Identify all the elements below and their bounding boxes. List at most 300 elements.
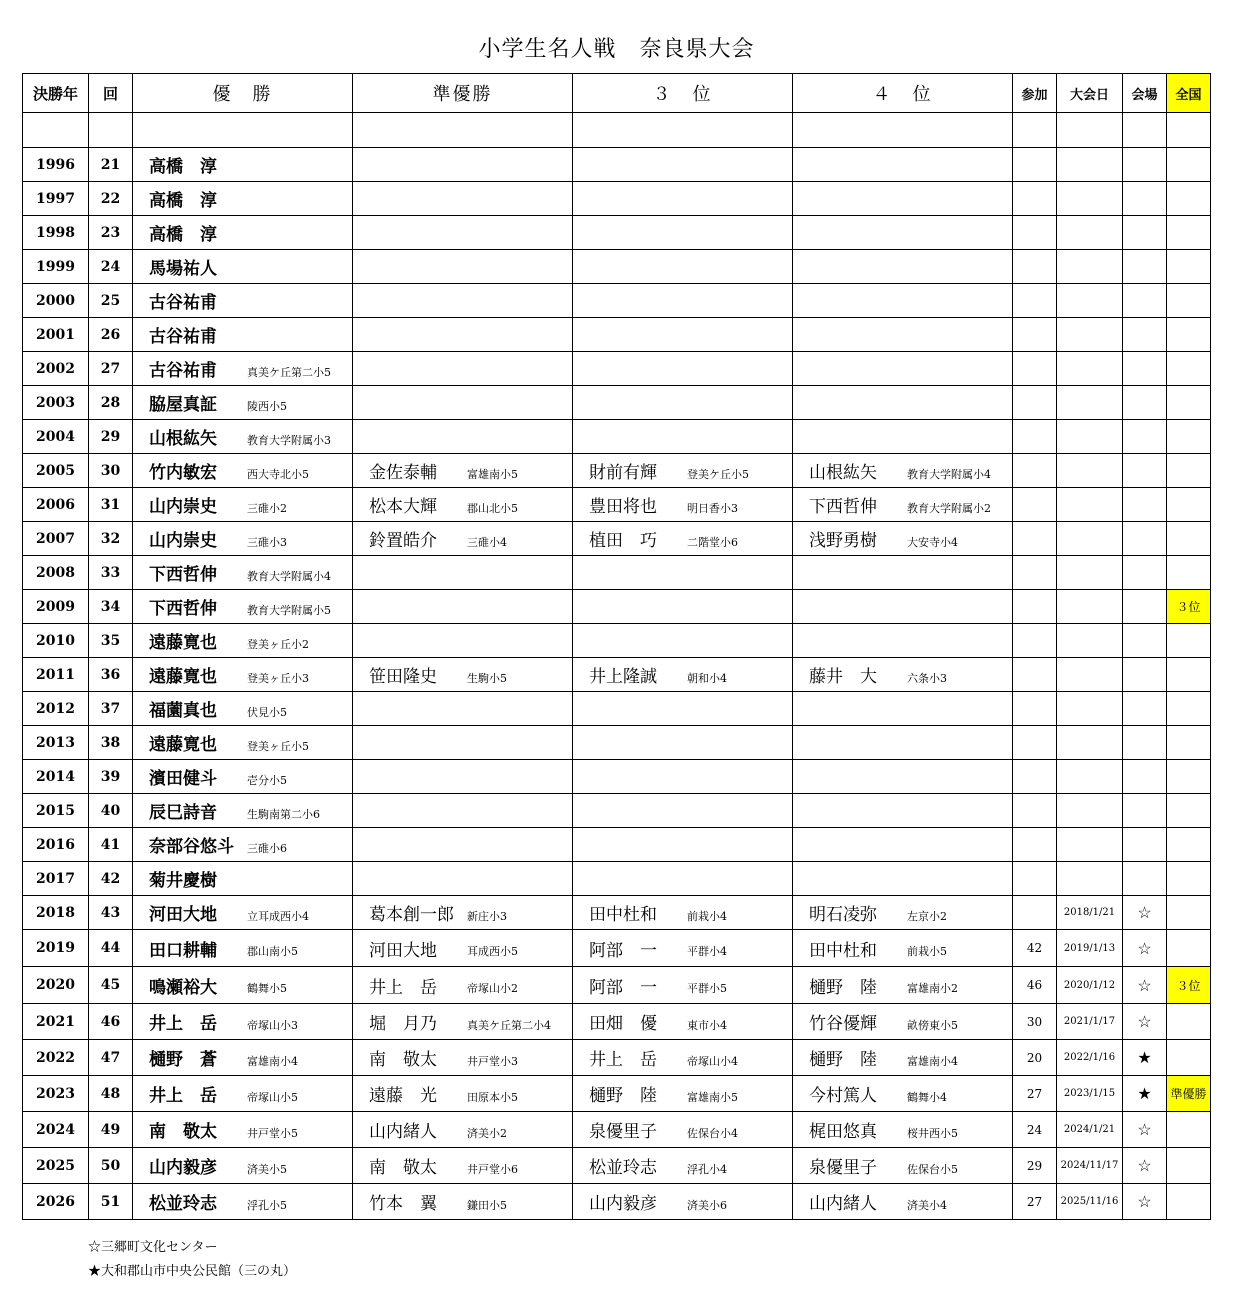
national-cell xyxy=(1167,318,1211,352)
round-cell: 28 xyxy=(89,386,133,420)
fourth-place-name: 樋野 陸 xyxy=(809,977,877,998)
table-row xyxy=(23,1148,1211,1184)
runner-up-school: 井戸堂小6 xyxy=(467,1162,518,1176)
header-year: 決勝年 xyxy=(23,74,89,113)
runner-up-cell xyxy=(353,454,573,488)
winner-school: 教育大学附属小5 xyxy=(247,603,331,617)
table-row xyxy=(23,386,1211,420)
runner-up-cell xyxy=(353,896,573,930)
winner-cell xyxy=(133,1076,353,1112)
header-fourth: ４ 位 xyxy=(793,74,1013,113)
third-place-cell xyxy=(573,1112,793,1148)
winner-cell xyxy=(133,386,353,420)
third-place-school: 佐保台小4 xyxy=(687,1126,738,1140)
national-cell xyxy=(1167,182,1211,216)
venue-cell xyxy=(1123,284,1167,318)
third-place-school: 二階堂小6 xyxy=(687,535,738,549)
venue-cell xyxy=(1123,692,1167,726)
runner-up-name: 笹田隆史 xyxy=(369,667,437,687)
table-row xyxy=(23,113,1211,148)
participants-cell xyxy=(1013,454,1057,488)
winner-school: 帝塚山小3 xyxy=(247,1018,298,1032)
table-row xyxy=(23,318,1211,352)
runner-up-school: 郡山北小5 xyxy=(467,501,518,515)
winner-cell xyxy=(133,250,353,284)
fourth-place-cell xyxy=(793,522,1013,556)
winner-school: 帝塚山小5 xyxy=(247,1090,298,1104)
fourth-place-cell xyxy=(793,488,1013,522)
runner-up-cell xyxy=(353,794,573,828)
third-place-name: 松並玲志 xyxy=(589,1158,657,1178)
year-cell: 2014 xyxy=(23,760,89,794)
fourth-place-cell xyxy=(793,148,1013,182)
fourth-place-name: 竹谷優輝 xyxy=(809,1014,877,1034)
year-cell: 2024 xyxy=(23,1112,89,1148)
national-cell xyxy=(1167,862,1211,896)
year-cell: 2013 xyxy=(23,726,89,760)
fourth-place-school: 桜井西小5 xyxy=(907,1126,958,1140)
fourth-place-school: 佐保台小5 xyxy=(907,1162,958,1176)
runner-up-school: 田原本小5 xyxy=(467,1090,518,1104)
third-place-cell xyxy=(573,148,793,182)
winner-name: 古谷祐甫 xyxy=(149,293,217,313)
winner-school: 三碓小3 xyxy=(247,535,287,549)
winner-school: 真美ケ丘第二小5 xyxy=(247,365,331,379)
runner-up-cell xyxy=(353,182,573,216)
winner-cell xyxy=(133,896,353,930)
year-cell: 2026 xyxy=(23,1184,89,1220)
winner-name: 下西哲伸 xyxy=(149,565,217,585)
winner-school: 陵西小5 xyxy=(247,399,287,413)
round-cell: 44 xyxy=(89,930,133,967)
third-place-cell xyxy=(573,216,793,250)
date-cell xyxy=(1057,692,1123,726)
table-row xyxy=(23,862,1211,896)
runner-up-cell xyxy=(353,250,573,284)
winner-school: 郡山南小5 xyxy=(247,945,298,958)
third-place-name: 財前有輝 xyxy=(589,463,657,483)
fourth-place-cell xyxy=(793,318,1013,352)
winner-school: 西大寺北小5 xyxy=(247,467,309,481)
fourth-place-cell xyxy=(793,760,1013,794)
fourth-place-cell xyxy=(793,1076,1013,1112)
runner-up-cell xyxy=(353,862,573,896)
third-place-school: 朝和小4 xyxy=(687,671,727,685)
winner-name: 高橋 淳 xyxy=(149,191,217,211)
runner-up-cell xyxy=(353,148,573,182)
third-place-name: 田中杜和 xyxy=(589,905,657,925)
participants-cell: 29 xyxy=(1013,1148,1057,1184)
fourth-place-cell xyxy=(793,113,1013,148)
fourth-place-cell xyxy=(793,454,1013,488)
round-cell: 50 xyxy=(89,1148,133,1184)
runner-up-cell xyxy=(353,1040,573,1076)
winner-cell xyxy=(133,182,353,216)
table-row xyxy=(23,794,1211,828)
third-place-cell xyxy=(573,967,793,1004)
participants-cell xyxy=(1013,216,1057,250)
third-place-cell xyxy=(573,113,793,148)
venue-cell xyxy=(1123,794,1167,828)
national-cell xyxy=(1167,352,1211,386)
header-venue: 会場 xyxy=(1123,74,1167,113)
winner-cell xyxy=(133,216,353,250)
fourth-place-cell xyxy=(793,930,1013,967)
runner-up-name: 南 敬太 xyxy=(369,1050,437,1070)
date-cell xyxy=(1057,386,1123,420)
winner-name: 濱田健斗 xyxy=(149,769,217,789)
winner-school: 教育大学附属小4 xyxy=(247,569,331,583)
participants-cell xyxy=(1013,556,1057,590)
venue-cell: ☆ xyxy=(1123,967,1167,1004)
table-row xyxy=(23,1004,1211,1040)
date-cell xyxy=(1057,318,1123,352)
year-cell: 2001 xyxy=(23,318,89,352)
runner-up-name: 葛本創一郎 xyxy=(369,905,454,925)
runner-up-cell xyxy=(353,590,573,624)
participants-cell xyxy=(1013,896,1057,930)
participants-cell xyxy=(1013,182,1057,216)
header-winner: 優 勝 xyxy=(133,74,353,113)
national-cell xyxy=(1167,896,1211,930)
runner-up-cell xyxy=(353,1112,573,1148)
runner-up-cell xyxy=(353,216,573,250)
winner-cell xyxy=(133,1004,353,1040)
national-cell xyxy=(1167,522,1211,556)
fourth-place-cell xyxy=(793,1004,1013,1040)
participants-cell xyxy=(1013,386,1057,420)
fourth-place-school: 左京小2 xyxy=(907,909,947,923)
runner-up-cell xyxy=(353,352,573,386)
venue-cell xyxy=(1123,148,1167,182)
third-place-cell xyxy=(573,522,793,556)
runner-up-cell xyxy=(353,318,573,352)
winner-school: 富雄南小4 xyxy=(247,1054,298,1068)
national-cell xyxy=(1167,1040,1211,1076)
venue-cell xyxy=(1123,352,1167,386)
third-place-cell xyxy=(573,624,793,658)
winner-name: 松並玲志 xyxy=(149,1194,217,1214)
runner-up-cell xyxy=(353,967,573,1004)
participants-cell: 30 xyxy=(1013,1004,1057,1040)
participants-cell: 27 xyxy=(1013,1184,1057,1220)
third-place-school: 済美小6 xyxy=(687,1198,727,1212)
participants-cell xyxy=(1013,624,1057,658)
round-cell: 47 xyxy=(89,1040,133,1076)
national-cell xyxy=(1167,556,1211,590)
round-cell: 23 xyxy=(89,216,133,250)
winner-school: 三碓小2 xyxy=(247,501,287,515)
year-cell: 2010 xyxy=(23,624,89,658)
fourth-place-cell xyxy=(793,1040,1013,1076)
fourth-place-cell xyxy=(793,1148,1013,1184)
year-cell: 1996 xyxy=(23,148,89,182)
table-row xyxy=(23,828,1211,862)
participants-cell xyxy=(1013,284,1057,318)
date-cell: 2019/1/13 xyxy=(1057,930,1123,967)
third-place-cell xyxy=(573,692,793,726)
fourth-place-cell xyxy=(793,182,1013,216)
year-cell: 2023 xyxy=(23,1076,89,1112)
winner-school: 登美ヶ丘小5 xyxy=(247,739,309,753)
fourth-place-name: 今村篤人 xyxy=(809,1086,877,1106)
winner-name: 山根紘矢 xyxy=(149,429,217,449)
third-place-name: 田畑 優 xyxy=(589,1014,657,1034)
third-place-cell xyxy=(573,182,793,216)
third-place-cell xyxy=(573,556,793,590)
header-third: ３ 位 xyxy=(573,74,793,113)
third-place-cell xyxy=(573,1184,793,1220)
third-place-cell xyxy=(573,590,793,624)
third-place-name: 豊田将也 xyxy=(589,497,657,517)
third-place-cell xyxy=(573,930,793,967)
third-place-name: 泉優里子 xyxy=(589,1122,657,1142)
date-cell: 2021/1/17 xyxy=(1057,1004,1123,1040)
round-cell: 24 xyxy=(89,250,133,284)
runner-up-school: 耳成西小5 xyxy=(467,945,518,958)
venue-cell xyxy=(1123,386,1167,420)
third-place-school: 帝塚山小4 xyxy=(687,1054,738,1068)
fourth-place-name: 樋野 陸 xyxy=(809,1050,877,1070)
fourth-place-cell xyxy=(793,1112,1013,1148)
participants-cell xyxy=(1013,726,1057,760)
fourth-place-cell xyxy=(793,794,1013,828)
third-place-name: 井上 岳 xyxy=(589,1050,657,1070)
runner-up-school: 新庄小3 xyxy=(467,909,507,923)
fourth-place-school: 教育大学附属小2 xyxy=(907,501,991,515)
fourth-place-cell xyxy=(793,420,1013,454)
runner-up-cell xyxy=(353,1004,573,1040)
venue-cell xyxy=(1123,726,1167,760)
winner-name: 遠藤寛也 xyxy=(149,667,217,687)
year-cell: 2007 xyxy=(23,522,89,556)
winner-cell xyxy=(133,148,353,182)
table-row xyxy=(23,148,1211,182)
winner-cell xyxy=(133,658,353,692)
runner-up-name: 堀 月乃 xyxy=(369,1014,437,1034)
national-cell xyxy=(1167,658,1211,692)
date-cell xyxy=(1057,420,1123,454)
national-cell xyxy=(1167,488,1211,522)
third-place-cell xyxy=(573,862,793,896)
winner-name: 山内毅彦 xyxy=(149,1158,217,1178)
fourth-place-cell xyxy=(793,967,1013,1004)
year-cell: 2004 xyxy=(23,420,89,454)
runner-up-cell xyxy=(353,760,573,794)
fourth-place-school: 前栽小5 xyxy=(907,945,947,958)
winner-name: 菊井慶樹 xyxy=(149,871,217,891)
winner-school: 井戸堂小5 xyxy=(247,1126,298,1140)
third-place-cell xyxy=(573,250,793,284)
round-cell: 32 xyxy=(89,522,133,556)
national-cell xyxy=(1167,386,1211,420)
table-row xyxy=(23,967,1211,1004)
round-cell: 48 xyxy=(89,1076,133,1112)
header-runner-up: 準優勝 xyxy=(353,74,573,113)
participants-cell xyxy=(1013,318,1057,352)
winner-school: 生駒南第二小6 xyxy=(247,807,320,821)
winner-cell xyxy=(133,420,353,454)
third-place-cell xyxy=(573,318,793,352)
fourth-place-cell xyxy=(793,862,1013,896)
participants-cell: 46 xyxy=(1013,967,1057,1004)
national-cell xyxy=(1167,624,1211,658)
date-cell xyxy=(1057,556,1123,590)
third-place-cell xyxy=(573,352,793,386)
participants-cell: 42 xyxy=(1013,930,1057,967)
year-cell: 2022 xyxy=(23,1040,89,1076)
year-cell: 1997 xyxy=(23,182,89,216)
fourth-place-school: 教育大学附属小4 xyxy=(907,467,991,481)
fourth-place-school: 富雄南小2 xyxy=(907,982,958,995)
page-title: 小学生名人戦 奈良県大会 xyxy=(478,37,755,62)
runner-up-name: 鈴置皓介 xyxy=(369,531,437,551)
venue-cell xyxy=(1123,658,1167,692)
national-cell xyxy=(1167,760,1211,794)
fourth-place-school: 畝傍東小5 xyxy=(907,1018,958,1032)
fourth-place-name: 梶田悠真 xyxy=(809,1122,877,1142)
round-cell: 38 xyxy=(89,726,133,760)
table-row xyxy=(23,250,1211,284)
venue-cell xyxy=(1123,556,1167,590)
winner-cell xyxy=(133,318,353,352)
winner-name: 福薗真也 xyxy=(149,701,217,721)
winner-school: 登美ヶ丘小3 xyxy=(247,671,309,685)
date-cell: 2020/1/12 xyxy=(1057,967,1123,1004)
round-cell: 37 xyxy=(89,692,133,726)
table-row xyxy=(23,896,1211,930)
runner-up-name: 竹本 翼 xyxy=(369,1194,437,1214)
date-cell xyxy=(1057,794,1123,828)
runner-up-cell xyxy=(353,658,573,692)
runner-up-school: 生駒小5 xyxy=(467,671,507,685)
runner-up-school: 井戸堂小3 xyxy=(467,1054,518,1068)
runner-up-school: 真美ケ丘第二小4 xyxy=(467,1018,551,1032)
date-cell xyxy=(1057,113,1123,148)
runner-up-cell xyxy=(353,930,573,967)
participants-cell xyxy=(1013,488,1057,522)
winner-school: 三碓小6 xyxy=(247,841,287,855)
table-row xyxy=(23,692,1211,726)
third-place-cell xyxy=(573,1148,793,1184)
winner-school: 伏見小5 xyxy=(247,705,287,719)
year-cell xyxy=(23,113,89,148)
winner-name: 山内崇史 xyxy=(149,497,217,517)
winner-cell xyxy=(133,1112,353,1148)
participants-cell xyxy=(1013,352,1057,386)
date-cell xyxy=(1057,624,1123,658)
date-cell xyxy=(1057,284,1123,318)
winner-cell xyxy=(133,556,353,590)
table-row xyxy=(23,1040,1211,1076)
fourth-place-cell xyxy=(793,284,1013,318)
national-cell: 準優勝 xyxy=(1167,1076,1211,1112)
winner-cell xyxy=(133,522,353,556)
participants-cell xyxy=(1013,692,1057,726)
runner-up-school: 鎌田小5 xyxy=(467,1198,507,1212)
runner-up-school: 富雄南小5 xyxy=(467,467,518,481)
venue-cell: ☆ xyxy=(1123,1112,1167,1148)
table-row xyxy=(23,930,1211,967)
runner-up-cell xyxy=(353,556,573,590)
winner-name: 辰巳詩音 xyxy=(149,803,217,823)
year-cell: 2006 xyxy=(23,488,89,522)
round-cell: 30 xyxy=(89,454,133,488)
winner-name: 竹内敏宏 xyxy=(149,463,217,483)
year-cell: 2025 xyxy=(23,1148,89,1184)
third-place-school: 明日香小3 xyxy=(687,501,738,515)
national-cell xyxy=(1167,1148,1211,1184)
fourth-place-school: 鶴舞小4 xyxy=(907,1090,947,1104)
date-cell: 2024/1/21 xyxy=(1057,1112,1123,1148)
fourth-place-cell xyxy=(793,692,1013,726)
participants-cell xyxy=(1013,760,1057,794)
year-cell: 2012 xyxy=(23,692,89,726)
participants-cell xyxy=(1013,590,1057,624)
runner-up-cell xyxy=(353,1184,573,1220)
table-row xyxy=(23,182,1211,216)
date-cell xyxy=(1057,250,1123,284)
winner-school: 浮孔小5 xyxy=(247,1198,287,1212)
runner-up-cell xyxy=(353,726,573,760)
winner-name: 古谷祐甫 xyxy=(149,327,217,347)
winner-school: 済美小5 xyxy=(247,1162,287,1176)
runner-up-cell xyxy=(353,1076,573,1112)
winner-name: 河田大地 xyxy=(149,905,217,925)
venue-cell: ☆ xyxy=(1123,896,1167,930)
national-cell xyxy=(1167,692,1211,726)
winner-school: 鶴舞小5 xyxy=(247,982,287,995)
winner-cell xyxy=(133,624,353,658)
fourth-place-cell xyxy=(793,250,1013,284)
third-place-school: 東市小4 xyxy=(687,1018,727,1032)
participants-cell xyxy=(1013,522,1057,556)
participants-cell xyxy=(1013,113,1057,148)
round-cell xyxy=(89,113,133,148)
winner-name: 古谷祐甫 xyxy=(149,361,217,381)
round-cell: 42 xyxy=(89,862,133,896)
round-cell: 25 xyxy=(89,284,133,318)
third-place-name: 阿部 一 xyxy=(589,940,657,961)
participants-cell: 27 xyxy=(1013,1076,1057,1112)
fourth-place-school: 済美小4 xyxy=(907,1198,947,1212)
runner-up-cell xyxy=(353,284,573,318)
runner-up-cell xyxy=(353,420,573,454)
third-place-cell xyxy=(573,760,793,794)
national-cell xyxy=(1167,930,1211,967)
round-cell: 45 xyxy=(89,967,133,1004)
header-round: 回 xyxy=(89,74,133,113)
table-row xyxy=(23,590,1211,624)
date-cell: 2018/1/21 xyxy=(1057,896,1123,930)
table-row xyxy=(23,658,1211,692)
fourth-place-name: 浅野勇樹 xyxy=(809,531,877,551)
fourth-place-name: 山根紘矢 xyxy=(809,463,877,483)
third-place-school: 浮孔小4 xyxy=(687,1162,727,1176)
national-cell xyxy=(1167,284,1211,318)
national-cell: ３位 xyxy=(1167,590,1211,624)
winner-cell xyxy=(133,828,353,862)
year-cell: 2002 xyxy=(23,352,89,386)
third-place-cell xyxy=(573,1040,793,1076)
third-place-cell xyxy=(573,794,793,828)
runner-up-name: 山内緒人 xyxy=(369,1122,437,1142)
round-cell: 36 xyxy=(89,658,133,692)
winner-name: 馬場祐人 xyxy=(149,259,217,279)
round-cell: 40 xyxy=(89,794,133,828)
third-place-cell xyxy=(573,828,793,862)
venue-cell xyxy=(1123,454,1167,488)
